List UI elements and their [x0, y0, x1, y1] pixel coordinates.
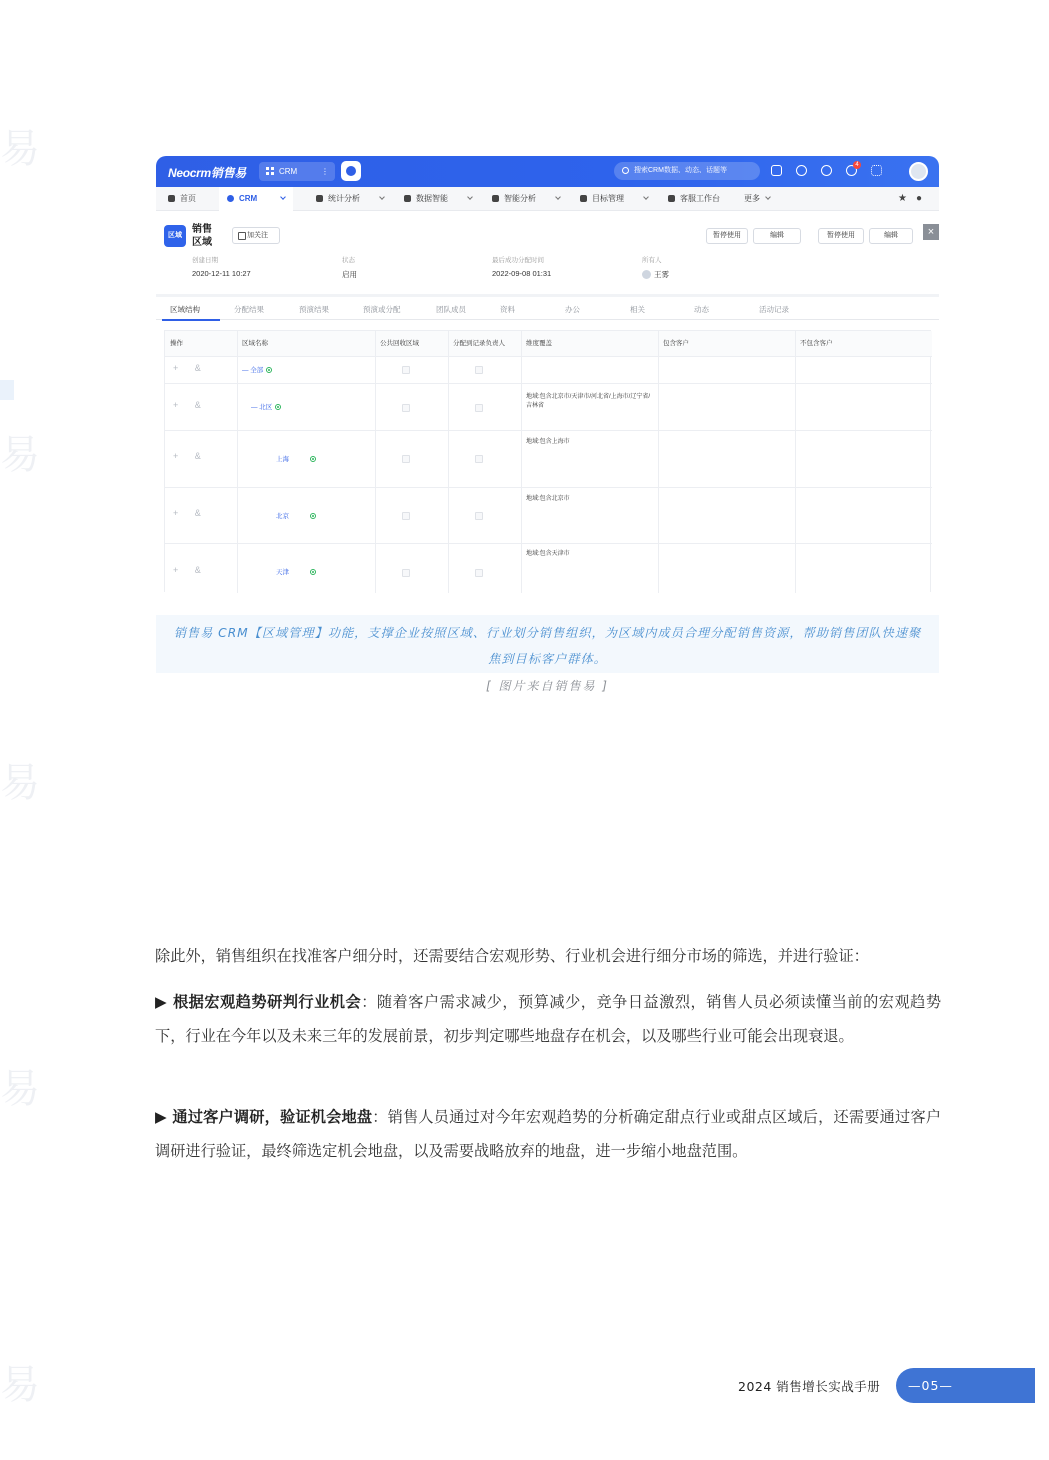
point-1-heading: ▶ 根据宏观趋势研判行业机会	[155, 993, 362, 1011]
global-search-input[interactable]	[614, 162, 760, 180]
follow-button[interactable]: 加关注	[232, 227, 280, 244]
owner-name: 王雾	[654, 270, 669, 279]
intro-paragraph: 除此外，销售组织在找准客户细分时，还需要结合宏观形势、行业机会进行细分市场的筛选，并进行验证：	[155, 947, 869, 965]
nav-data-intel[interactable]	[404, 187, 472, 211]
chevron-down-icon	[379, 194, 385, 200]
point-1-paragraph	[155, 986, 941, 1053]
app-topbar	[156, 156, 939, 187]
tab-records[interactable]: 活动记录	[759, 305, 789, 314]
apps-grid-icon	[266, 167, 274, 175]
region-name-shanghai[interactable]: 上海	[276, 454, 316, 463]
service-icon	[668, 195, 675, 202]
region-name-tianjin[interactable]: 天津	[276, 567, 316, 576]
assign-owner-checkbox[interactable]	[475, 569, 483, 577]
nav-home-label: 首页	[180, 194, 196, 203]
public-pool-checkbox[interactable]	[402, 569, 410, 577]
point-2-heading: ▶ 通过客户调研，验证机会地盘	[155, 1108, 373, 1126]
help-icon[interactable]	[796, 165, 807, 176]
suspend-button-2[interactable]: 暂停使用	[818, 228, 864, 244]
assign-owner-checkbox[interactable]	[475, 404, 483, 412]
tab-team[interactable]: 团队成员	[436, 305, 466, 314]
home-icon	[168, 195, 175, 202]
record-title: 销售区域	[192, 224, 212, 248]
chevron-down-icon	[555, 194, 561, 200]
nav-service[interactable]	[668, 187, 720, 211]
notes-icon[interactable]	[771, 165, 782, 176]
tab-office[interactable]: 办公	[565, 305, 580, 314]
tab-preview-result[interactable]: 预演结果	[299, 305, 329, 314]
data-icon	[404, 195, 411, 202]
assign-owner-checkbox[interactable]	[475, 366, 483, 374]
side-decoration	[0, 380, 14, 400]
nav-smart-analysis[interactable]	[492, 187, 560, 211]
status-dot-icon	[310, 569, 316, 575]
col-include: 包含客户	[658, 331, 795, 357]
crm-screenshot	[156, 156, 939, 592]
coverage-text: 地域:包含北京市	[526, 496, 570, 502]
clock-icon[interactable]: ●	[916, 193, 923, 204]
footer-title: 2024 销售增长实战手册	[738, 1379, 881, 1394]
target-icon	[580, 195, 587, 202]
status-dot-icon	[310, 513, 316, 519]
nav-home[interactable]	[168, 187, 196, 211]
star-icon[interactable]: ★	[898, 193, 907, 204]
meta-assign-value: 2022-09-08 01:31	[492, 269, 552, 278]
region-object-icon: 区域	[164, 225, 186, 247]
nav-target[interactable]	[580, 187, 648, 211]
col-exclude: 不包含客户	[795, 331, 932, 357]
point-2-text: ：销售人员通过对今年宏观趋势的分析确定甜点行业或甜点区域后，还需要通过客户调研进行验证，最终筛选定机会地盘，以及需要战略放弃的地盘，进一步缩小地盘范围。	[155, 1108, 942, 1160]
status-dot-icon	[266, 367, 272, 373]
app-switcher-label: CRM	[279, 167, 298, 176]
region-name-north[interactable]: — 北区	[251, 402, 281, 411]
col-assign-owner: 分配到记录负责人	[448, 331, 521, 357]
assign-owner-checkbox[interactable]	[475, 455, 483, 463]
meta-assign-label: 最后成功分配时间	[492, 257, 544, 264]
public-pool-checkbox[interactable]	[402, 455, 410, 463]
coverage-text: 地域:包含天津市	[526, 551, 570, 557]
figure-caption: 销售易 CRM【区域管理】功能，支撑企业按照区域、行业划分销售组织，为区域内成员合理分配销售资源，帮助销售团队快速聚焦到目标客户群体。	[156, 615, 939, 673]
figure-source: [ 图片来自销售易 ]	[486, 679, 609, 693]
chevron-down-icon	[467, 194, 473, 200]
edit-button[interactable]: 编辑	[753, 228, 801, 244]
nav-data-intel-label: 数据智能	[416, 194, 448, 203]
coverage-text: 地域:包含北京市/天津市/河北省/上海市/辽宁省/吉林省	[526, 394, 651, 409]
tab-preview-assign[interactable]: 预演或分配	[363, 305, 401, 314]
row-ops[interactable]: + &	[173, 565, 208, 575]
row-ops[interactable]: + &	[173, 363, 208, 373]
nav-more[interactable]	[744, 187, 770, 211]
chevron-down-icon	[765, 194, 771, 200]
meta-status-label: 状态	[342, 257, 355, 264]
row-ops[interactable]: + &	[173, 400, 208, 410]
owner-avatar	[642, 270, 651, 279]
tab-related[interactable]: 相关	[630, 305, 645, 314]
notification-badge: 4	[853, 161, 861, 169]
close-icon[interactable]: ×	[923, 224, 939, 240]
region-name-beijing[interactable]: 北京	[276, 511, 316, 520]
status-dot-icon	[310, 456, 316, 462]
chart-icon	[316, 195, 323, 202]
chevron-down-icon	[643, 194, 649, 200]
watermark-mark: 易	[0, 1066, 40, 1112]
tab-activity[interactable]: 动态	[694, 305, 709, 314]
watermark-mark: 易	[0, 1362, 40, 1408]
meta-created-label: 创建日期	[192, 257, 218, 264]
watermark-mark: 易	[0, 126, 40, 172]
nav-stats-label: 统计分析	[328, 194, 360, 203]
meta-owner-value[interactable]	[642, 269, 669, 280]
row-ops[interactable]: + &	[173, 508, 208, 518]
col-public-pool: 公共回收区域	[375, 331, 448, 357]
record-header	[156, 211, 939, 291]
chevron-down-icon	[280, 194, 286, 200]
nav-crm[interactable]	[219, 187, 293, 211]
page-number: —05—	[896, 1368, 1035, 1403]
search-icon	[622, 167, 629, 174]
col-region-name: 区域名称	[237, 331, 375, 357]
tab-assign-result[interactable]: 分配结果	[234, 305, 264, 314]
apps-icon[interactable]	[871, 165, 882, 176]
record-tabs	[156, 294, 939, 320]
main-nav	[156, 187, 939, 211]
meta-owner-label: 所有人	[642, 257, 662, 264]
nav-stats[interactable]	[316, 187, 384, 211]
public-pool-checkbox[interactable]	[402, 512, 410, 520]
tab-region-structure[interactable]: 区域结构	[170, 305, 200, 314]
nav-more-label: 更多	[744, 194, 760, 203]
suspend-button[interactable]: 暂停使用	[706, 228, 748, 244]
app-logo: Neocrm销售易	[168, 166, 246, 180]
point-1-text: ：随着客户需求减少，预算减少，竞争日益激烈，销售人员必须读懂当前的宏观趋势下，行业在今年以及未来三年的发展前景，初步判定哪些地盘存在机会，以及哪些行业可能会出现衰退。	[155, 993, 942, 1045]
public-pool-checkbox[interactable]	[402, 404, 410, 412]
crm-icon	[227, 195, 234, 202]
active-tab-indicator	[162, 319, 220, 321]
row-ops[interactable]: + &	[173, 451, 208, 461]
nav-service-label: 客服工作台	[680, 194, 720, 203]
col-coverage: 维度覆盖	[521, 331, 658, 357]
app-switcher[interactable]	[259, 162, 335, 181]
region-table	[164, 330, 931, 592]
nav-crm-label: CRM	[239, 194, 258, 203]
chat-icon[interactable]	[341, 161, 361, 181]
nav-target-label: 目标管理	[592, 194, 624, 203]
tab-files[interactable]: 资料	[500, 305, 515, 314]
meta-status-value: 启用	[342, 270, 357, 279]
coverage-text: 地域:包含上海市	[526, 439, 570, 445]
edit-button-2[interactable]: 编辑	[869, 228, 913, 244]
watermark-mark: 易	[0, 760, 40, 806]
region-name-all[interactable]: — 全部	[242, 365, 272, 374]
more-dots-icon: ⋮	[321, 167, 329, 176]
settings-icon[interactable]	[821, 165, 832, 176]
col-ops: 操作	[165, 331, 237, 357]
public-pool-checkbox[interactable]	[402, 366, 410, 374]
analysis-icon	[492, 195, 499, 202]
user-avatar[interactable]	[909, 162, 928, 181]
nav-smart-analysis-label: 智能分析	[504, 194, 536, 203]
search-placeholder: 搜索CRM数据、动态、话题等	[634, 167, 727, 174]
status-dot-icon	[275, 404, 281, 410]
watermark-mark: 易	[0, 432, 40, 478]
assign-owner-checkbox[interactable]	[475, 512, 483, 520]
meta-created-value: 2020-12-11 10:27	[192, 269, 251, 278]
point-2-paragraph	[155, 1101, 941, 1168]
